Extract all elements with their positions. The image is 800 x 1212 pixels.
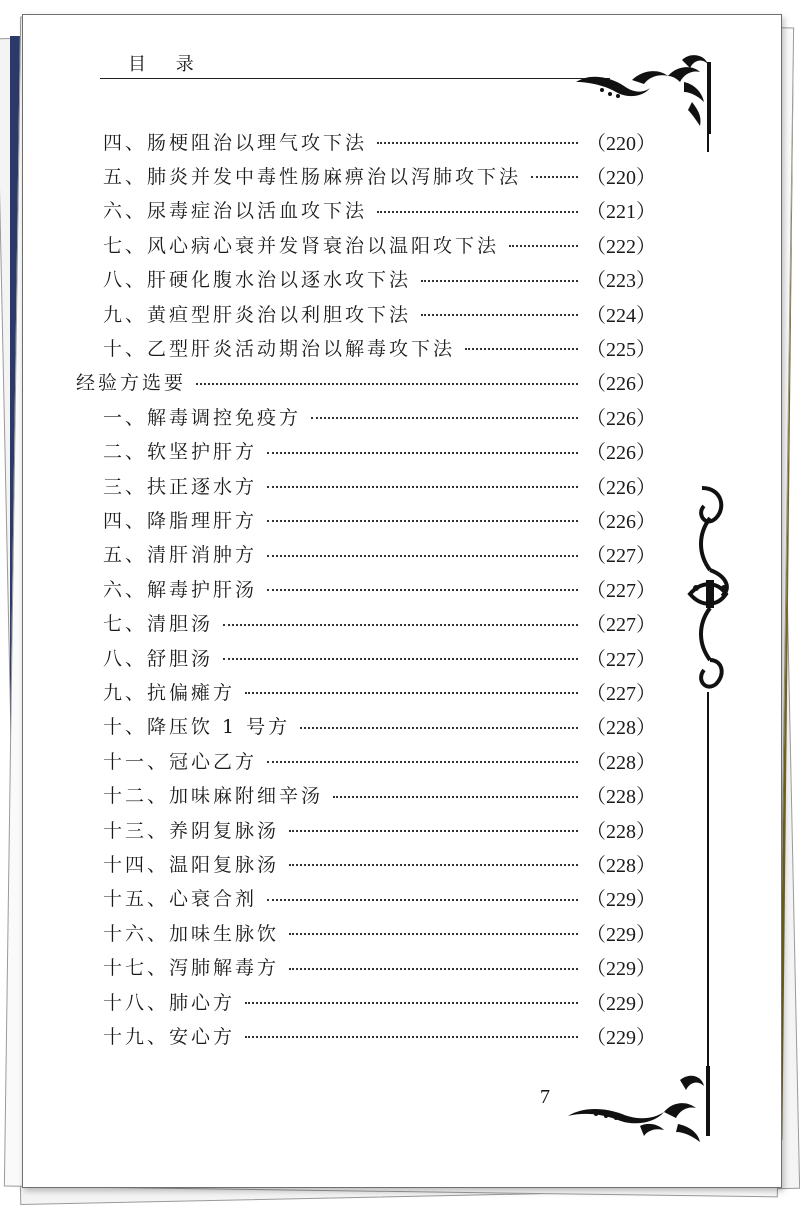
toc-entry-title: 十、乙型肝炎活动期治以解毒攻下法 [103, 337, 456, 360]
toc-leader-dots [311, 417, 578, 419]
toc-entry [103, 158, 656, 192]
toc-entry [103, 606, 656, 640]
right-border-line-upper [707, 132, 709, 152]
toc-entry-page: （227） [586, 682, 656, 705]
toc-entry-title: 九、抗偏瘫方 [103, 681, 236, 704]
toc-entry-title: 十二、加味麻附细辛汤 [103, 785, 324, 808]
toc-entry [103, 399, 656, 433]
toc-entry [103, 262, 656, 296]
toc-leader-dots [377, 211, 578, 213]
toc-entry-title: 七、清胆汤 [103, 613, 214, 636]
toc-entry-title: 四、肠梗阻治以理气攻下法 [103, 131, 368, 154]
toc-entry-title: 十七、泻肺解毒方 [103, 957, 280, 980]
toc-entry-page: （225） [586, 338, 656, 361]
toc-entry [103, 537, 656, 571]
toc-entry [103, 984, 656, 1018]
toc-entry-page: （229） [586, 958, 656, 981]
toc-entry [103, 881, 656, 915]
toc-entry-page: （229） [586, 1026, 656, 1049]
toc-entry-title: 十五、心衰合剂 [103, 888, 258, 911]
toc-leader-dots [267, 589, 578, 591]
toc-entry-page: （228） [586, 820, 656, 843]
toc-entry [103, 640, 656, 674]
page-number: 7 [540, 1086, 550, 1108]
toc-entry-title: 六、尿毒症治以活血攻下法 [103, 200, 368, 223]
toc-entry-page: （226） [586, 373, 656, 396]
toc-leader-dots [531, 176, 578, 178]
toc-entry-page: （227） [586, 579, 656, 602]
toc-entry-title: 十、降压饮 1 号方 [103, 716, 291, 739]
toc-leader-dots [223, 624, 578, 626]
toc-leader-dots [196, 383, 578, 385]
toc-entry-page: （220） [586, 132, 656, 155]
toc-entry-page: （228） [586, 751, 656, 774]
toc-leader-dots [245, 1002, 578, 1004]
toc-entry [76, 365, 656, 399]
toc-entry [103, 1018, 656, 1052]
toc-entry [103, 296, 656, 330]
toc-leader-dots [377, 142, 578, 144]
toc-entry-page: （227） [586, 648, 656, 671]
toc-leader-dots [421, 280, 578, 282]
toc-entry-page: （220） [586, 166, 656, 189]
toc-leader-dots [289, 830, 578, 832]
toc-entry [103, 812, 656, 846]
toc-entry-title: 十四、温阳复脉汤 [103, 853, 280, 876]
toc-entry [103, 468, 656, 502]
toc-entry [103, 434, 656, 468]
toc-entry-page: （224） [586, 304, 656, 327]
toc-leader-dots [289, 933, 578, 935]
toc-leader-dots [333, 796, 578, 798]
toc-entry-page: （228） [586, 717, 656, 740]
toc-entry-title: 十一、冠心乙方 [103, 750, 258, 773]
toc-entry [103, 950, 656, 984]
toc-entry-title: 一、解毒调控免疫方 [103, 406, 302, 429]
toc-entry-page: （222） [586, 235, 656, 258]
toc-entry-title: 三、扶正逐水方 [103, 475, 258, 498]
toc-entry-title: 九、黄疸型肝炎治以利胆攻下法 [103, 303, 412, 326]
toc-entry-page: （221） [586, 201, 656, 224]
toc-leader-dots [465, 348, 578, 350]
bottom-ornament-icon [560, 1066, 720, 1146]
toc-entry-title: 七、风心病心衰并发肾衰治以温阳攻下法 [103, 234, 500, 257]
toc-entry-title: 五、清肝消肿方 [103, 544, 258, 567]
toc-leader-dots [509, 245, 578, 247]
toc-entry-title: 十六、加味生脉饮 [103, 922, 280, 945]
toc-entry-page: （229） [586, 889, 656, 912]
toc-entry-title: 经验方选要 [76, 372, 187, 395]
toc-entry-page: （223） [586, 270, 656, 293]
toc-entry-title: 十八、肺心方 [103, 991, 236, 1014]
toc-entry-title: 八、舒胆汤 [103, 647, 214, 670]
toc-entry [103, 674, 656, 708]
toc-entry-title: 二、软坚护肝方 [103, 441, 258, 464]
toc-entry [103, 124, 656, 158]
toc-entry-title: 五、肺炎并发中毒性肠麻痹治以泻肺攻下法 [103, 165, 522, 188]
toc-entry [103, 227, 656, 261]
toc-entry-title: 六、解毒护肝汤 [103, 578, 258, 601]
toc-entry [103, 502, 656, 536]
toc-entry [103, 571, 656, 605]
toc-leader-dots [421, 314, 578, 316]
toc-entry-title: 十九、安心方 [103, 1025, 236, 1048]
right-border-line-lower [707, 692, 709, 1102]
toc-leader-dots [245, 692, 578, 694]
toc-entry-page: （229） [586, 923, 656, 946]
toc-leader-dots [223, 658, 578, 660]
toc-entry-page: （226） [586, 442, 656, 465]
toc-entry [103, 193, 656, 227]
toc-entry-title: 八、肝硬化腹水治以逐水攻下法 [103, 269, 412, 292]
toc-entry-title: 四、降脂理肝方 [103, 509, 258, 532]
toc-leader-dots [289, 968, 578, 970]
toc-entry-page: （226） [586, 510, 656, 533]
toc-entry [103, 709, 656, 743]
toc-entry-page: （226） [586, 407, 656, 430]
toc-entry-page: （228） [586, 854, 656, 877]
toc-entry-page: （226） [586, 476, 656, 499]
toc-leader-dots [267, 486, 578, 488]
toc-leader-dots [267, 899, 578, 901]
toc-leader-dots [289, 864, 578, 866]
toc-leader-dots [300, 727, 578, 729]
toc-entry [103, 743, 656, 777]
toc-entry [103, 330, 656, 364]
toc-entry [103, 846, 656, 880]
toc-entry-page: （229） [586, 992, 656, 1015]
toc-leader-dots [267, 452, 578, 454]
toc-leader-dots [267, 555, 578, 557]
toc-entry [103, 778, 656, 812]
toc-entry-page: （227） [586, 614, 656, 637]
toc-leader-dots [267, 520, 578, 522]
side-ornament-icon [682, 484, 738, 694]
toc-entry-page: （228） [586, 786, 656, 809]
header-title: 目 录 [128, 54, 206, 75]
toc-entry [103, 915, 656, 949]
toc-leader-dots [245, 1036, 578, 1038]
toc-entry-page: （227） [586, 545, 656, 568]
toc-leader-dots [267, 761, 578, 763]
toc-entry-title: 十三、养阴复脉汤 [103, 819, 280, 842]
header-rule [100, 78, 610, 79]
